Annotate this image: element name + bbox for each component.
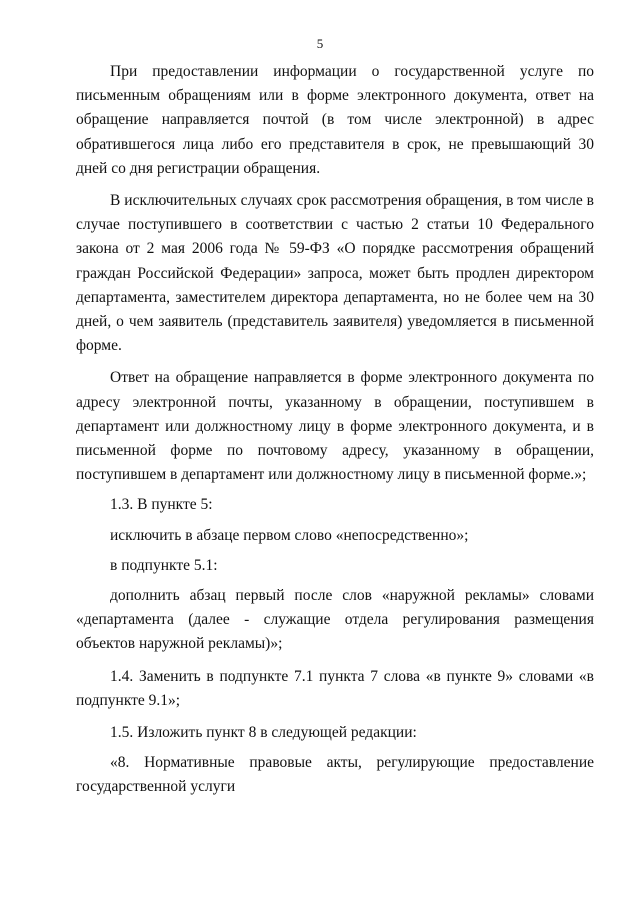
page-number: 5 xyxy=(316,36,324,51)
paragraph-item-1-5: 1.5. Изложить пункт 8 в следующей редакции: xyxy=(110,724,417,742)
paragraph-supplement-words: дополнить абзац первый после слов «наружной рекламы» словами «департамента (далее - служащие отдела регулирования размещения объектов наружной рекламы)»; xyxy=(76,587,594,653)
paragraph-extension-cases: В исключительных случаях срок рассмотрения обращения, в том числе в случае поступившего в соответствии с частью 2 статьи 10 Федерального закона от 2 мая 2006 года № 59-ФЗ «О порядке рассмотрения обращений граждан Российской Федерации» запроса, может быть продлен директором департамента, заместителем директора департамента, но не более чем на 30 дней, о чем заявитель (представитель заявителя) уведомляется в письменной форме. xyxy=(76,192,594,355)
paragraph-exclude-word: исключить в абзаце первом слово «непосредственно»; xyxy=(110,526,469,544)
paragraph-item-1-3: 1.3. В пункте 5: xyxy=(110,496,213,514)
document-body xyxy=(76,60,594,800)
paragraph-subitem-5-1: в подпункте 5.1: xyxy=(110,556,218,574)
paragraph-info-response: При предоставлении информации о государственной услуге по письменным обращениям или в форме электронного документа, ответ на обращение направляется почтой (в том числе электронной) в адрес обратившегося лица либо его представителя в срок, не превышающий 30 дней со дня регистрации обращения. xyxy=(76,63,594,177)
paragraph-electronic-reply: Ответ на обращение направляется в форме электронного документа по адресу электронной почты, указанному в обращении, поступившем в департамент или должностному лицу в форме электронного документа, и в письменной форме по почтовому адресу, указанному в обращении, поступившем в департамент или должностному лицу в письменной форме.»; xyxy=(76,369,594,484)
paragraph-item-8: «8. Нормативные правовые акты, регулирующие предоставление государственной услуги xyxy=(76,754,594,796)
paragraph-item-1-4: 1.4. Заменить в подпункте 7.1 пункта 7 слова «в пункте 9» словами «в подпункте 9.1»; xyxy=(76,667,594,709)
